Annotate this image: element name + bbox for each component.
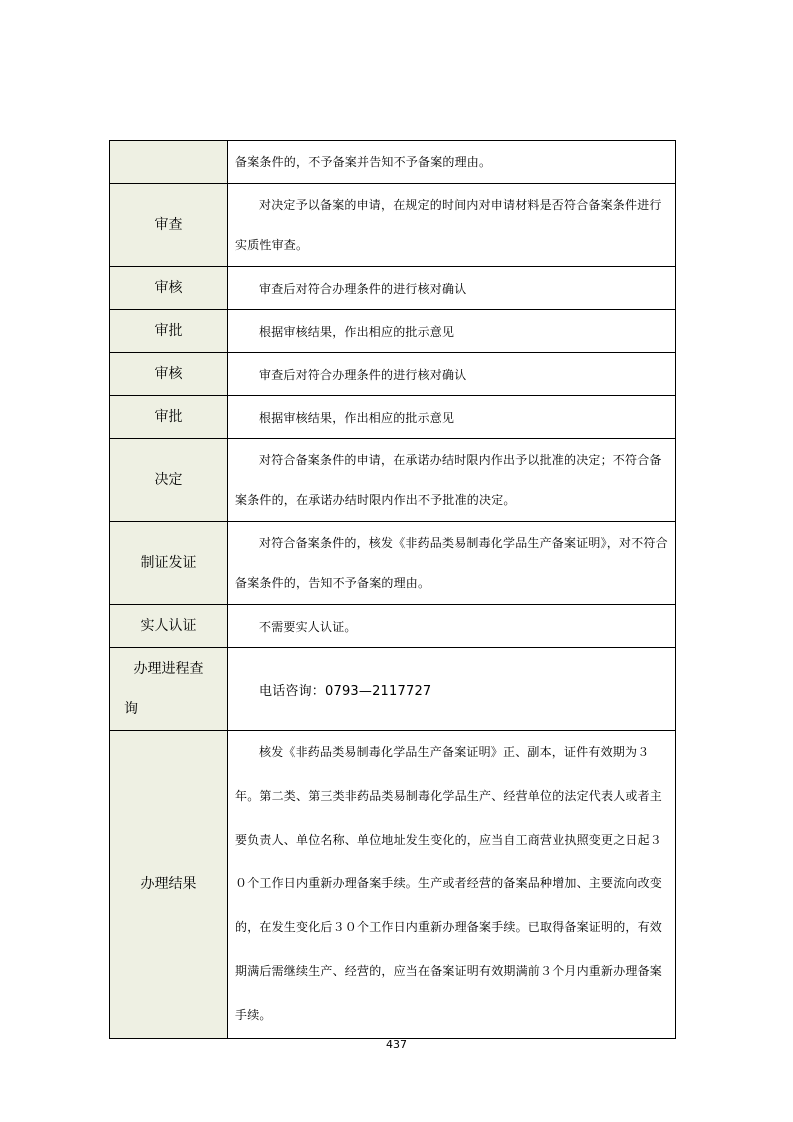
table-row: [110, 141, 676, 184]
row-content-cell: [228, 353, 676, 396]
row-label-cell: [110, 184, 228, 267]
row-label-cell: [110, 141, 228, 184]
table-row: [110, 605, 676, 648]
table-row: [110, 439, 676, 522]
row-content-text: 核发《非药品类易制毒化学品生产备案证明》正、副本，证件有效期为３年。第二类、第三类非药品类易制毒化学品生产、经营单位的法定代表人或者主要负责人、单位名称、单位地址发生变化的，应当自工商营业执照变更之日起３０个工作日内重新办理备案手续。生产或者经营的备案品种增加、主要流向改变的，在发生变化后３０个工作日内重新办理备案手续。已取得备案证明的，有效期满后需继续生产、经营的，应当在备案证明有效期满前３个月内重新办理备案手续。: [235, 745, 663, 1022]
row-label-cell: [110, 310, 228, 353]
row-content-text: 根据审核结果，作出相应的批示意见: [259, 324, 455, 339]
row-content-text: 备案条件的，不予备案并告知不予备案的理由。: [235, 155, 492, 169]
row-content-text: 审查后对符合办理条件的进行核对确认: [259, 281, 467, 296]
row-content-text: 不需要实人认证。: [259, 619, 357, 634]
row-content-cell: [228, 396, 676, 439]
row-label: 询: [124, 701, 138, 717]
row-content-cell: [228, 184, 676, 267]
row-label: 决定: [154, 472, 183, 488]
row-content-text: 对符合备案条件的申请，在承诺办结时限内作出予以批准的决定；不符合备案条件的，在承诺办结时限内作出不予批准的决定。: [235, 453, 662, 507]
row-content-cell: [228, 141, 676, 184]
table-row: [110, 731, 676, 1039]
row-label: 审查: [154, 217, 183, 233]
row-content-cell: [228, 310, 676, 353]
row-label-cell: [110, 267, 228, 310]
table-row: [110, 522, 676, 605]
row-label: 审批: [154, 323, 183, 339]
row-label-cell: [110, 396, 228, 439]
row-label-cell: [110, 648, 228, 731]
table-row: [110, 267, 676, 310]
row-content-cell: [228, 267, 676, 310]
row-content-text: 电话咨询：0793—2117727: [259, 683, 432, 699]
row-label-cell: [110, 439, 228, 522]
row-label: 办理进程查: [133, 661, 204, 677]
row-label: 实人认证: [140, 618, 197, 634]
row-content-text: 对符合备案条件的，核发《非药品类易制毒化学品生产备案证明》，对不符合备案条件的，告知不予备案的理由。: [235, 536, 668, 590]
row-label: 审核: [154, 366, 183, 382]
row-content-text: 根据审核结果，作出相应的批示意见: [259, 410, 455, 425]
row-label-cell: [110, 522, 228, 605]
row-content-cell: [228, 648, 676, 731]
table-row: [110, 353, 676, 396]
row-label: 办理结果: [140, 876, 197, 893]
row-content-text: 对决定予以备案的申请，在规定的时间内对申请材料是否符合备案条件进行实质性审查。: [235, 198, 662, 252]
row-content-cell: [228, 439, 676, 522]
row-content-cell: [228, 731, 676, 1039]
page-number: 437: [386, 1038, 407, 1051]
row-label: 审批: [154, 409, 183, 425]
row-label-cell: [110, 605, 228, 648]
table-row: [110, 310, 676, 353]
row-label: 审核: [154, 280, 183, 296]
row-label: 制证发证: [140, 555, 197, 571]
row-content-cell: [228, 522, 676, 605]
table-row: [110, 648, 676, 731]
row-label-cell: [110, 731, 228, 1039]
row-content-cell: [228, 605, 676, 648]
procedure-table: [109, 140, 676, 1039]
table-row: [110, 184, 676, 267]
table-row: [110, 396, 676, 439]
row-content-text: 审查后对符合办理条件的进行核对确认: [259, 367, 467, 382]
row-label-cell: [110, 353, 228, 396]
